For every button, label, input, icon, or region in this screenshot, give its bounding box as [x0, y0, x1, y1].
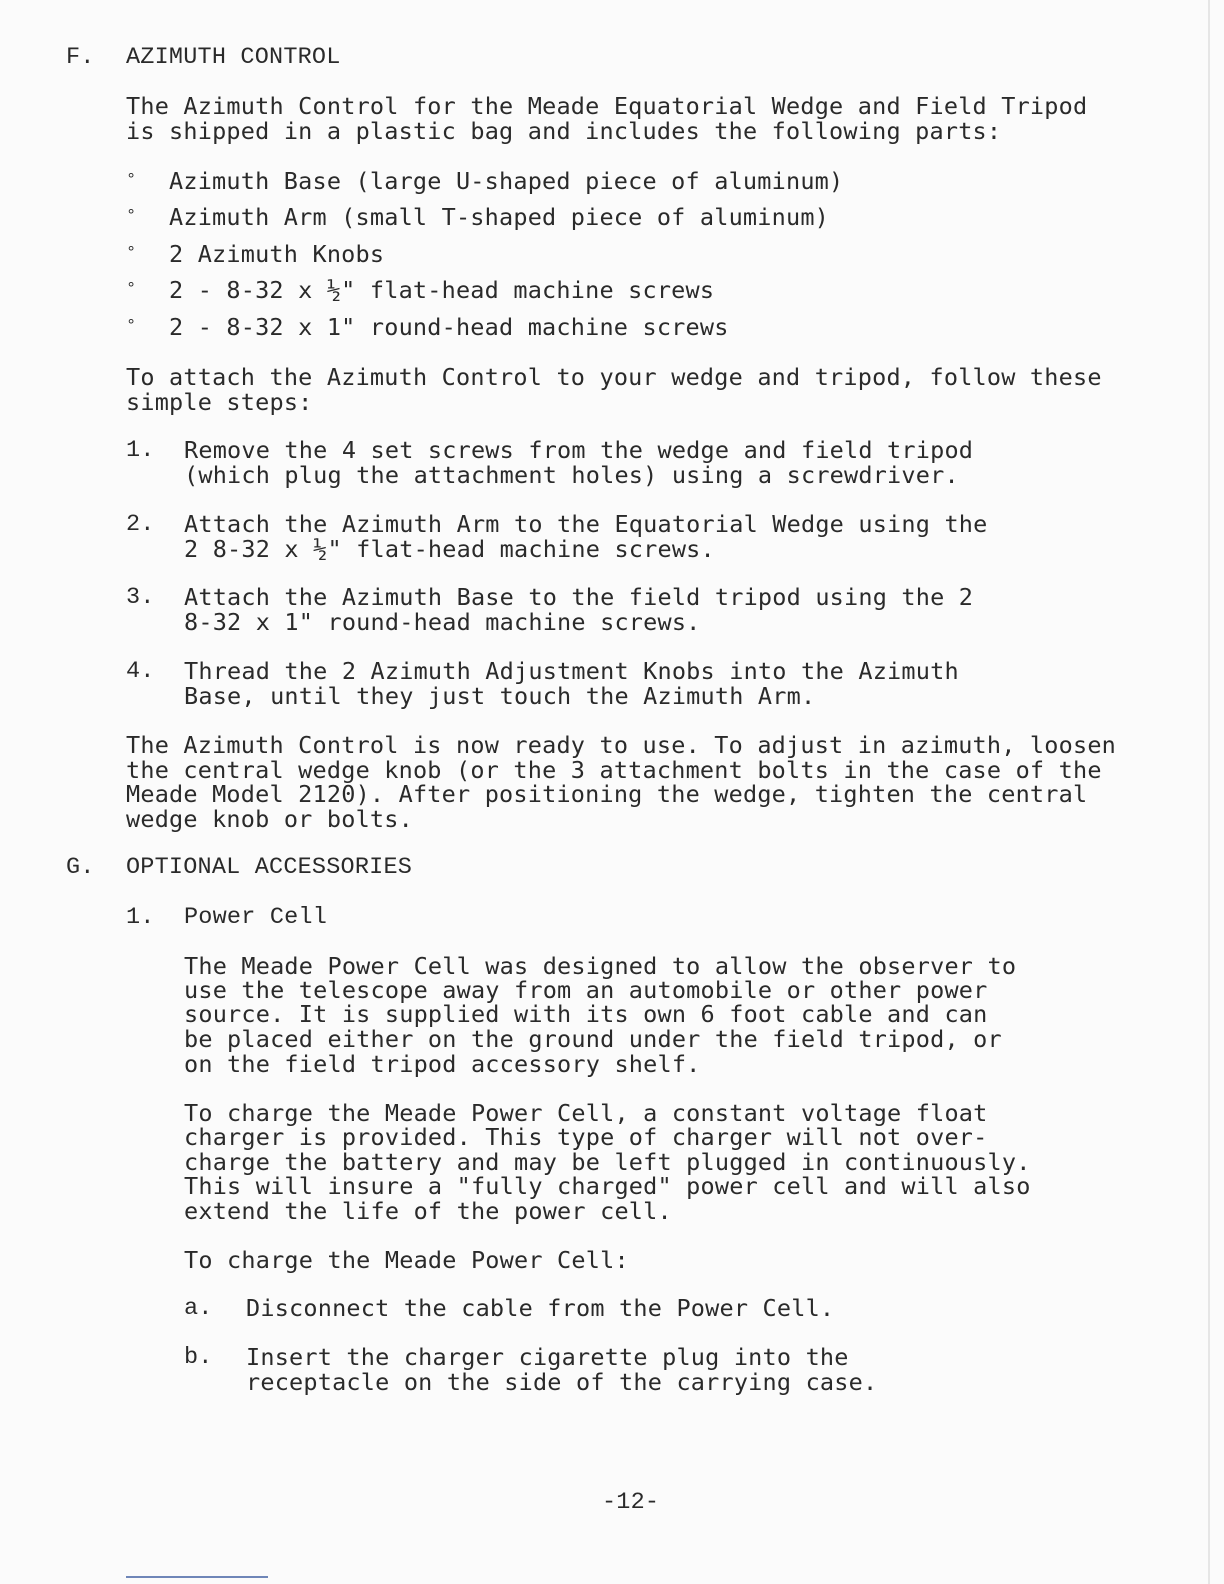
intro-line: The Azimuth Control for the Meade Equatorial Wedge and Field Tripod — [126, 92, 1088, 120]
power-cell-para2-line: This will insure a "fully charged" power cell and will also — [184, 1172, 1031, 1200]
closing-line: the central wedge knob (or the 3 attachment bolts in the case of the — [126, 756, 1102, 784]
section-g-letter: G. — [66, 854, 95, 881]
parts-list-item: Azimuth Arm (small T-shaped piece of aluminum) — [169, 203, 830, 231]
step-number: 2. — [126, 511, 155, 538]
step-line: Base, until they just touch the Azimuth Arm. — [184, 682, 816, 710]
power-cell-para1-line: on the field tripod accessory shelf. — [184, 1050, 701, 1078]
substep-letter: a. — [184, 1295, 213, 1322]
bullet-icon: ° — [126, 280, 137, 299]
power-cell-para2-line: charge the battery and may be left plugged in continuously. — [184, 1148, 1031, 1176]
substep-letter: b. — [184, 1344, 213, 1371]
step-line: Thread the 2 Azimuth Adjustment Knobs into the Azimuth — [184, 657, 959, 685]
closing-line: The Azimuth Control is now ready to use. To adjust in azimuth, loosen — [126, 731, 1117, 759]
steps-intro-line: simple steps: — [126, 388, 313, 416]
step-line: 2 8-32 x ½" flat-head machine screws. — [184, 535, 715, 563]
accessory-title: Power Cell — [184, 904, 328, 931]
parts-list-item: 2 - 8-32 x ½" flat-head machine screws — [169, 276, 715, 304]
power-cell-para2-line: To charge the Meade Power Cell, a constant voltage float — [184, 1099, 988, 1127]
closing-line: Meade Model 2120). After positioning the wedge, tighten the central — [126, 780, 1088, 808]
power-cell-para1-line: be placed either on the ground under the field tripod, or — [184, 1025, 1002, 1053]
step-number: 1. — [126, 437, 155, 464]
step-line: Remove the 4 set screws from the wedge and field tripod — [184, 436, 974, 464]
parts-list-item: Azimuth Base (large U-shaped piece of aluminum) — [169, 167, 844, 195]
page-edge-shadow — [1208, 0, 1210, 1584]
footer-rule — [126, 1576, 268, 1578]
closing-line: wedge knob or bolts. — [126, 805, 413, 833]
step-line: 8-32 x 1" round-head machine screws. — [184, 608, 701, 636]
power-cell-para1-line: source. It is supplied with its own 6 foot cable and can — [184, 1000, 988, 1028]
power-cell-para1-line: The Meade Power Cell was designed to allow the observer to — [184, 952, 1017, 980]
bullet-icon: ° — [126, 244, 137, 263]
step-number: 3. — [126, 584, 155, 611]
step-number: 4. — [126, 658, 155, 685]
bullet-icon: ° — [126, 171, 137, 190]
substep-line: Insert the charger cigarette plug into the — [246, 1343, 849, 1371]
bullet-icon: ° — [126, 207, 137, 226]
step-line: Attach the Azimuth Arm to the Equatorial Wedge using the — [184, 510, 988, 538]
steps-intro-line: To attach the Azimuth Control to your wedge and tripod, follow these — [126, 363, 1102, 391]
intro-line: is shipped in a plastic bag and includes the following parts: — [126, 117, 1002, 145]
parts-list-item: 2 Azimuth Knobs — [169, 240, 385, 268]
step-line: Attach the Azimuth Base to the field tripod using the 2 — [184, 583, 974, 611]
section-f-title: AZIMUTH CONTROL — [126, 44, 341, 71]
power-cell-para1-line: use the telescope away from an automobile or other power — [184, 976, 988, 1004]
power-cell-para2-line: charger is provided. This type of charger will not over- — [184, 1123, 988, 1151]
substep-line: receptacle on the side of the carrying case. — [246, 1368, 878, 1396]
power-cell-para2-line: extend the life of the power cell. — [184, 1197, 672, 1225]
page-number: -12- — [602, 1489, 660, 1516]
charge-intro: To charge the Meade Power Cell: — [184, 1246, 629, 1274]
step-line: (which plug the attachment holes) using a screwdriver. — [184, 461, 959, 489]
section-g-title: OPTIONAL ACCESSORIES — [126, 854, 413, 881]
substep-line: Disconnect the cable from the Power Cell. — [246, 1294, 835, 1322]
section-f-letter: F. — [66, 44, 95, 71]
bullet-icon: ° — [126, 317, 137, 336]
accessory-number: 1. — [126, 904, 155, 931]
parts-list-item: 2 - 8-32 x 1" round-head machine screws — [169, 313, 729, 341]
